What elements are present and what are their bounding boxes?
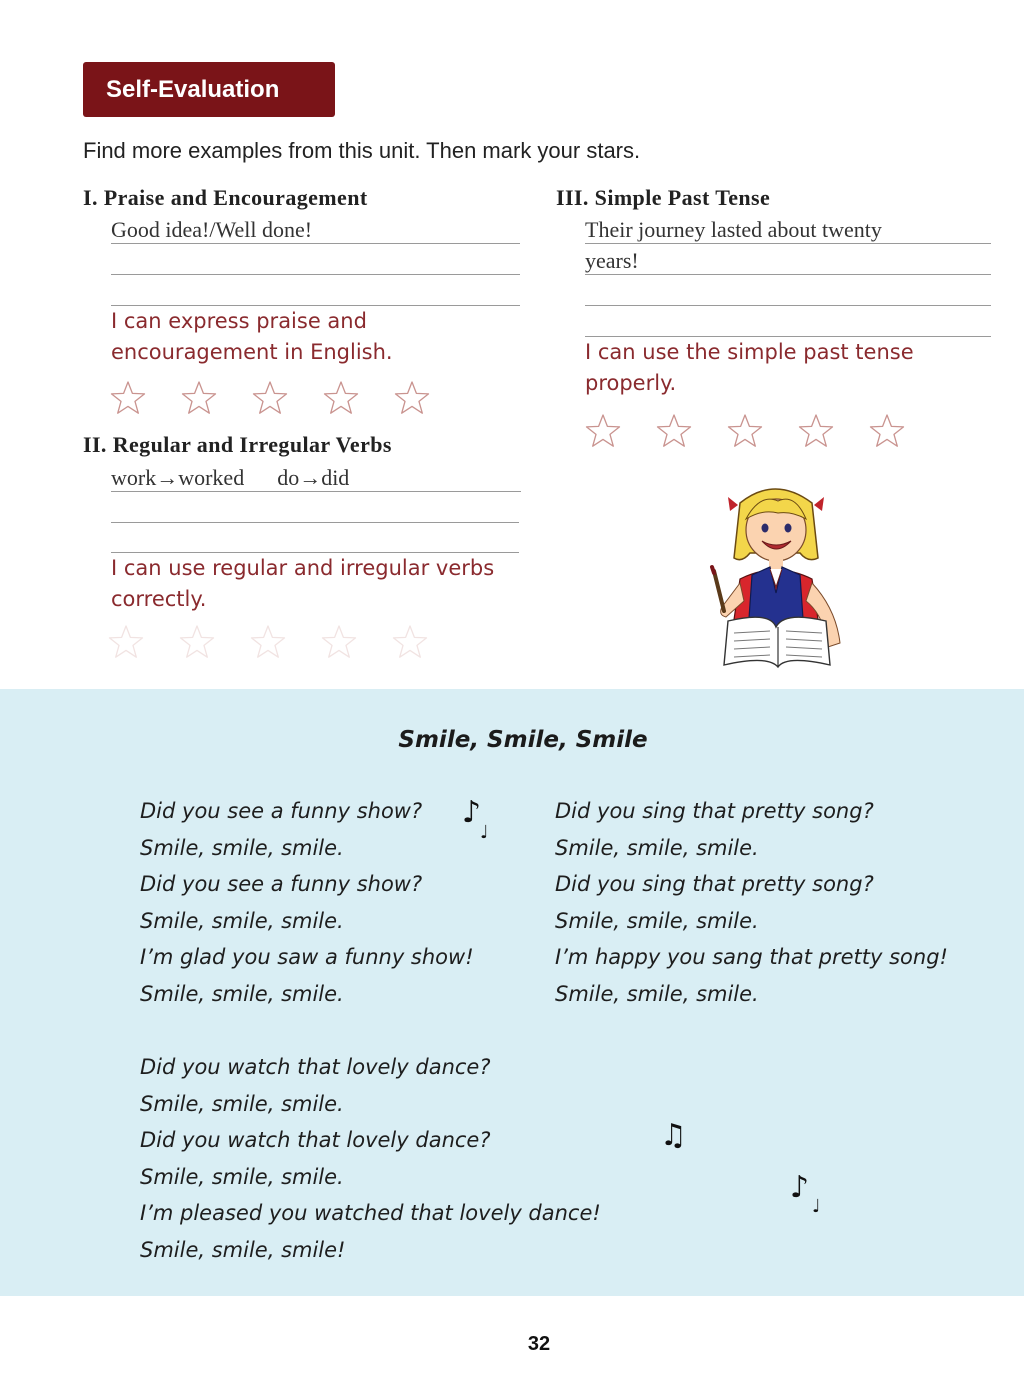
- song-title: Smile, Smile, Smile: [398, 727, 648, 753]
- can-do-statement: I can use regular and irregular verbs correctly.: [111, 556, 495, 611]
- example-line[interactable]: [585, 278, 991, 306]
- star-outline-icon[interactable]: [394, 380, 430, 416]
- music-note-icon: ♫: [660, 1118, 687, 1153]
- star-outline-icon[interactable]: [179, 624, 215, 660]
- example-line[interactable]: years!: [585, 247, 991, 275]
- instruction-text: Find more examples from this unit. Then mark your stars.: [83, 138, 641, 163]
- star-outline-icon[interactable]: [585, 413, 621, 449]
- music-note-icon: ♪: [462, 795, 482, 830]
- song-verse-1: Did you see a funny show? Smile, smile, smile. Did you see a funny show? Smile, smile, smile. I’m glad you saw a funny show! Smile, smile, smile.: [140, 799, 474, 1006]
- star-outline-icon[interactable]: [727, 413, 763, 449]
- song-verse-2: Did you sing that pretty song? Smile, smile, smile. Did you sing that pretty song? Smile, smile, smile. I’m happy you sang that pretty song! Smile, smile, smile.: [555, 799, 948, 1006]
- section-praise-title: I. Praise and Encouragement: [83, 185, 368, 210]
- example-line[interactable]: [111, 495, 519, 523]
- example-line[interactable]: Their journey lasted about twenty: [585, 216, 991, 244]
- page-number: 32: [527, 1333, 551, 1355]
- star-outline-icon[interactable]: [110, 380, 146, 416]
- star-outline-icon[interactable]: [323, 380, 359, 416]
- self-evaluation-badge: Self-Evaluation: [83, 62, 335, 117]
- section-past-tense-title: III. Simple Past Tense: [556, 185, 771, 210]
- example-line[interactable]: Good idea!/Well done!: [111, 216, 520, 244]
- example-line[interactable]: [111, 525, 519, 553]
- music-note-icon: ♪: [790, 1170, 810, 1205]
- song-verse-3: Did you watch that lovely dance? Smile, smile, smile. Did you watch that lovely dance? Smile, smile, smile. I’m pleased you watched that lovely dance! Smile, smile, smile!: [140, 1055, 601, 1262]
- example-line[interactable]: work→worked do→did: [111, 464, 521, 492]
- music-note-icon: ♩: [812, 1196, 821, 1217]
- star-outline-icon[interactable]: [181, 380, 217, 416]
- star-outline-icon[interactable]: [108, 624, 144, 660]
- star-rating-praise: [110, 380, 430, 416]
- star-rating-verbs: [108, 624, 428, 660]
- girl-reading-illustration: [700, 483, 855, 673]
- star-outline-icon[interactable]: [798, 413, 834, 449]
- section-verbs-title: II. Regular and Irregular Verbs: [83, 432, 392, 457]
- star-outline-icon[interactable]: [250, 624, 286, 660]
- can-do-statement: I can express praise and encouragement in English.: [111, 309, 393, 364]
- star-outline-icon[interactable]: [252, 380, 288, 416]
- example-line[interactable]: [585, 309, 991, 337]
- can-do-statement: I can use the simple past tense properly.: [585, 340, 914, 395]
- music-note-icon: ♩: [480, 822, 489, 843]
- example-line[interactable]: [111, 278, 520, 306]
- star-outline-icon[interactable]: [321, 624, 357, 660]
- star-outline-icon[interactable]: [869, 413, 905, 449]
- star-rating-past-tense: [585, 413, 905, 449]
- star-outline-icon[interactable]: [392, 624, 428, 660]
- example-line[interactable]: [111, 247, 520, 275]
- star-outline-icon[interactable]: [656, 413, 692, 449]
